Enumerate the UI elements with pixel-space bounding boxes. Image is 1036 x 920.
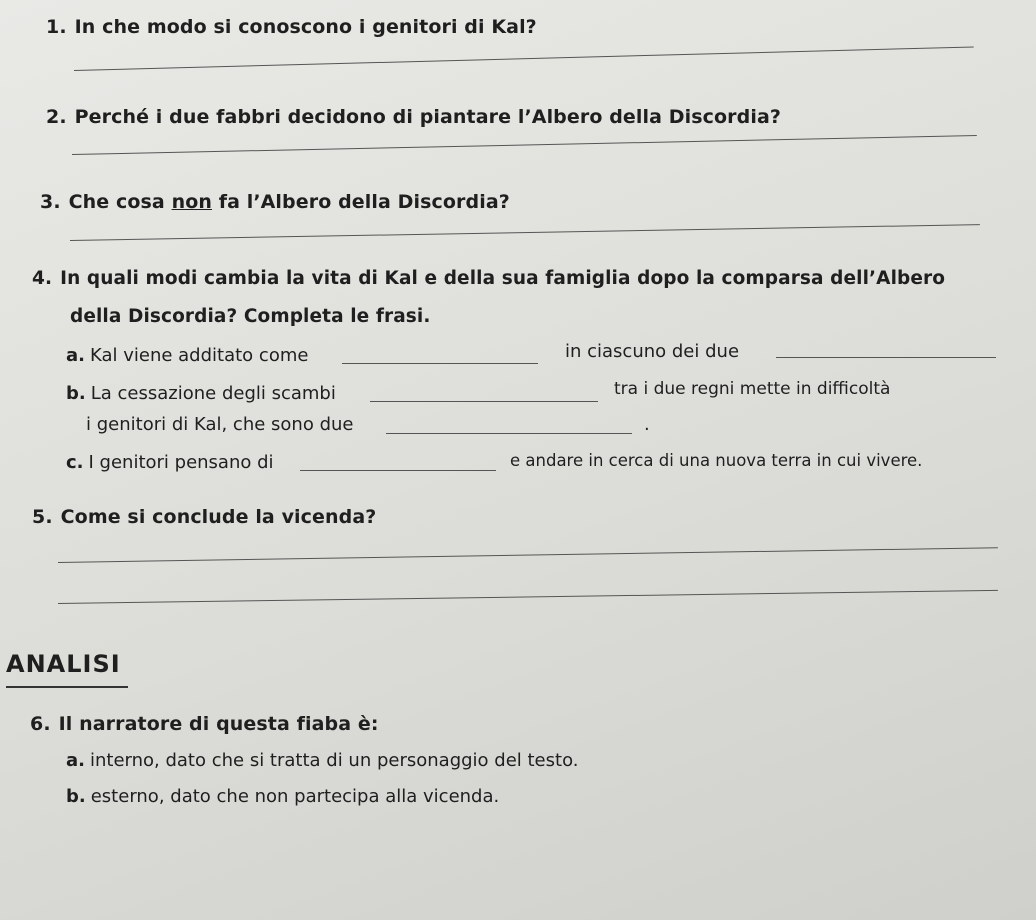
fill-item-b-end: . [644, 414, 650, 435]
question-number: 1. [46, 16, 67, 38]
question-text-pre: Che cosa [68, 191, 172, 213]
blank-a1[interactable] [342, 363, 538, 364]
fill-item-a [66, 345, 308, 366]
question-number: 5. [32, 506, 53, 528]
question-number: 4. [32, 268, 53, 289]
answer-line-3[interactable] [70, 224, 980, 241]
question-4-line2: della Discordia? Completa le frasi. [70, 306, 431, 327]
question-text: Perché i due fabbri decidono di piantare l’Albero della Discordia? [74, 106, 781, 128]
section-title: ANALISI [6, 650, 121, 678]
question-text: Il narratore di questa fiaba è: [58, 713, 379, 735]
fill-item-b-cont: tra i due regni mette in difficoltà [614, 379, 891, 399]
item-text: I genitori pensano di [88, 452, 274, 473]
question-number: 3. [40, 191, 61, 213]
question-4 [32, 268, 945, 289]
question-2 [46, 106, 781, 128]
item-letter: a. [66, 345, 85, 366]
fill-item-c-cont: e andare in cerca di una nuova terra in cui vivere. [510, 451, 923, 470]
question-text: In che modo si conoscono i genitori di Kal? [74, 16, 537, 38]
fill-item-b [66, 383, 336, 404]
item-text: La cessazione degli scambi [90, 383, 336, 404]
item-letter: c. [66, 452, 84, 473]
option-b[interactable] [66, 786, 499, 807]
fill-item-c [66, 452, 274, 473]
answer-line-2[interactable] [72, 135, 977, 155]
option-text: esterno, dato che non partecipa alla vicenda. [90, 786, 500, 807]
item-letter: b. [66, 383, 86, 404]
blank-c1[interactable] [300, 470, 496, 471]
question-number: 2. [46, 106, 67, 128]
question-1 [46, 16, 537, 38]
question-text-emphasis: non [171, 191, 212, 213]
question-number: 6. [30, 713, 51, 735]
answer-line-1[interactable] [74, 46, 974, 71]
answer-line-5b[interactable] [58, 590, 998, 604]
option-letter: b. [66, 786, 86, 807]
question-6 [30, 713, 379, 735]
item-text: Kal viene additato come [89, 345, 309, 366]
question-5 [32, 506, 376, 528]
question-3 [40, 191, 510, 213]
option-letter: a. [66, 750, 85, 771]
question-text: Come si conclude la vicenda? [60, 506, 377, 528]
blank-b2[interactable] [386, 433, 632, 434]
option-a[interactable] [66, 750, 579, 771]
blank-a2[interactable] [776, 357, 996, 358]
answer-line-5a[interactable] [58, 547, 998, 563]
question-text-line1: In quali modi cambia la vita di Kal e della sua famiglia dopo la comparsa dell’Albero [60, 268, 946, 289]
option-text: interno, dato che si tratta di un personaggio del testo. [89, 750, 579, 771]
section-divider [6, 686, 128, 688]
fill-item-a-cont: in ciascuno dei due [565, 341, 740, 362]
blank-b1[interactable] [370, 401, 598, 402]
question-text-post: fa l’Albero della Discordia? [211, 191, 510, 213]
fill-item-b-line2: i genitori di Kal, che sono due [86, 414, 354, 435]
